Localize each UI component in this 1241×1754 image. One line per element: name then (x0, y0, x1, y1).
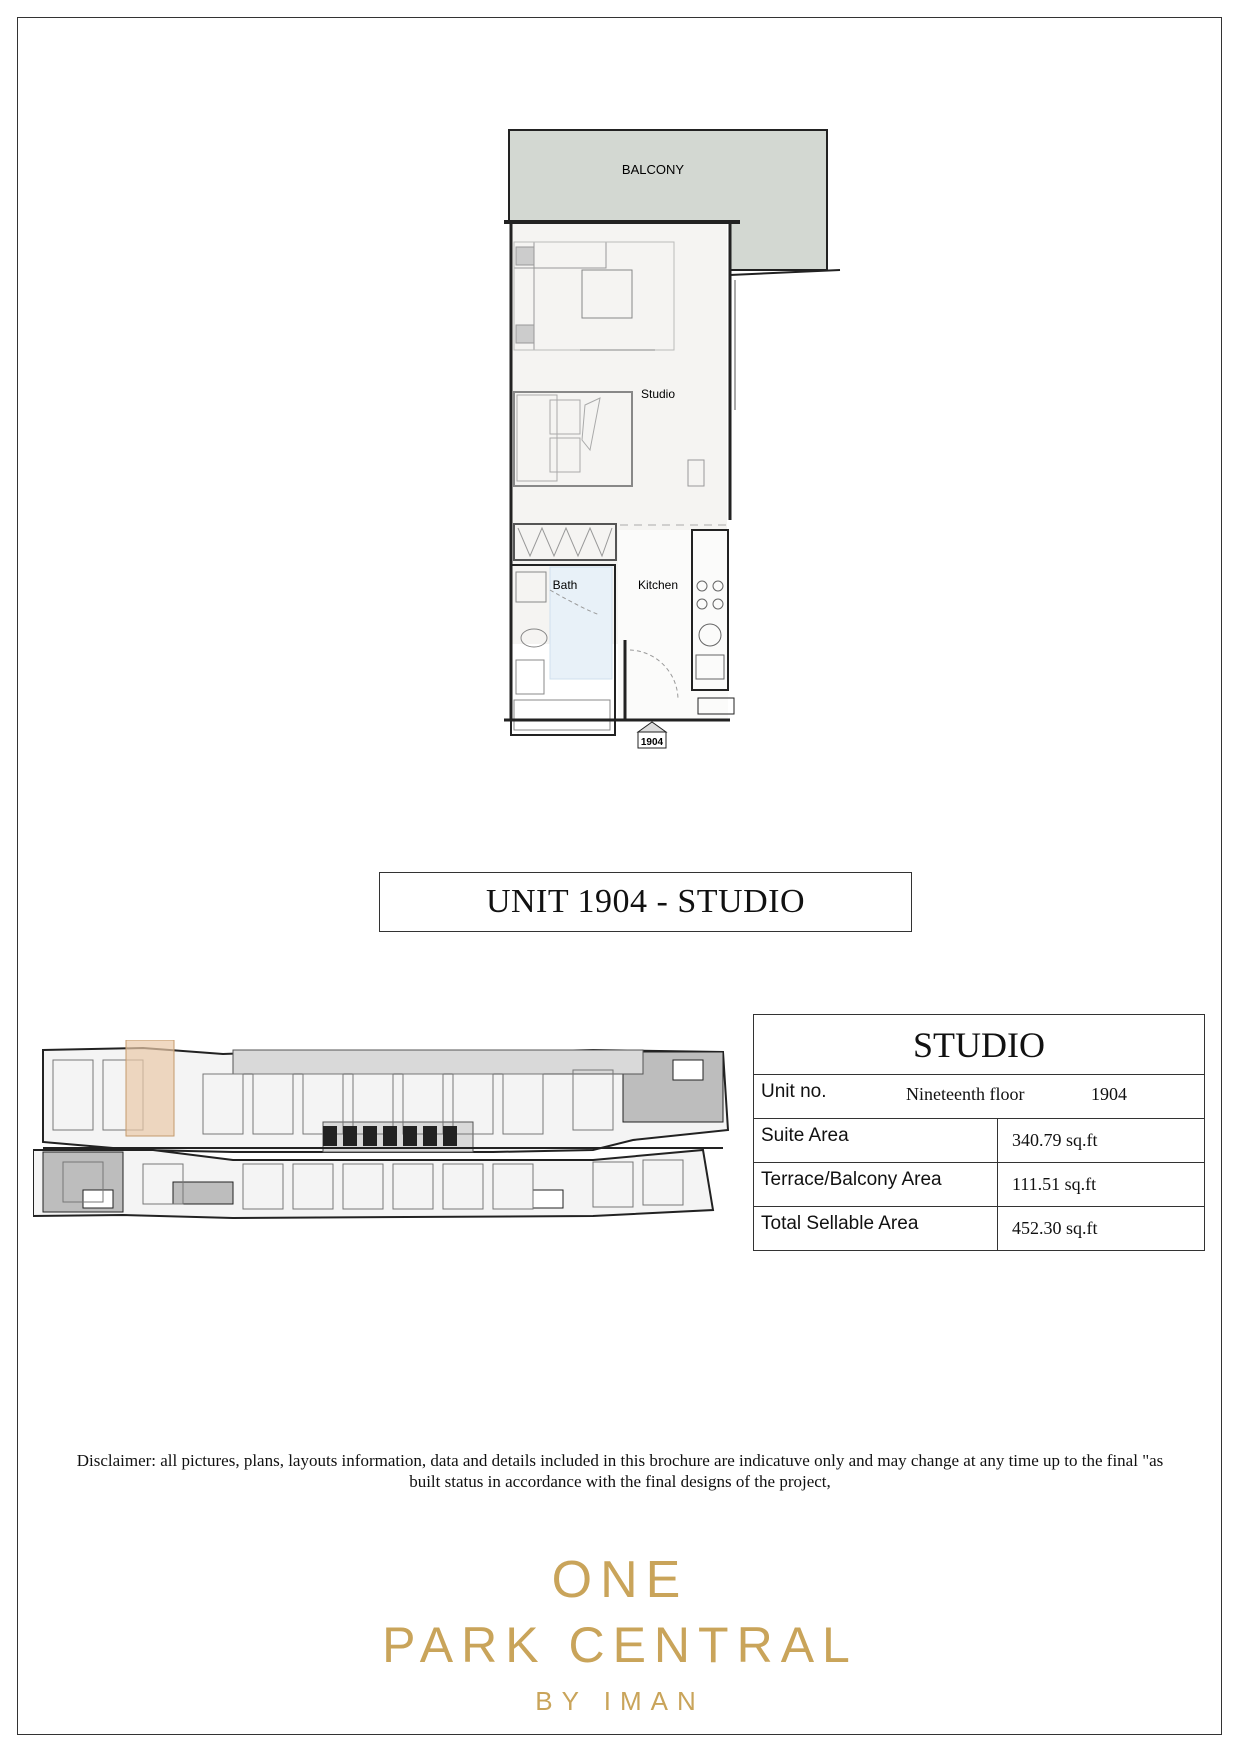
disclaimer: Disclaimer: all pictures, plans, layouts information, data and details included in this brochure are indicatuve only and may change at any time up to the final "as built status in accordance with the final designs of the project, (76, 1451, 1164, 1491)
brand-logo (340, 1520, 900, 1717)
spec-header: STUDIO (754, 1015, 1204, 1075)
total-area-value: 452.30 sq.ft (1012, 1218, 1098, 1238)
logo-line-by-iman: BY IMAN (535, 1686, 705, 1716)
suite-area-value: 340.79 sq.ft (1012, 1130, 1098, 1150)
spec-table (753, 1014, 1205, 1251)
floor-value: Nineteenth floor (906, 1084, 1025, 1104)
unit-highlight (126, 1040, 174, 1136)
unit-no-value: 1904 (1091, 1084, 1127, 1104)
unit-tag: 1904 (640, 737, 664, 748)
kitchen-label: Kitchen (637, 578, 679, 592)
balcony-area-label: Terrace/Balcony Area (761, 1169, 942, 1190)
unit-title: UNIT 1904 - STUDIO (379, 872, 912, 932)
unit-no-row (754, 1075, 1204, 1119)
bath-label: Bath (552, 578, 578, 592)
studio-label: Studio (640, 387, 676, 401)
balcony-area-row (754, 1163, 1204, 1207)
kitchen-area (618, 530, 728, 720)
balcony-label: BALCONY (621, 162, 685, 177)
total-area-row (754, 1207, 1204, 1251)
total-area-label: Total Sellable Area (761, 1213, 919, 1234)
suite-area-label: Suite Area (761, 1125, 849, 1146)
balcony-area-value: 111.51 sq.ft (1012, 1174, 1097, 1194)
key-floor-plan (33, 1040, 733, 1220)
unit-no-label: Unit no. (761, 1081, 827, 1102)
logo-line-one: ONE (551, 1551, 689, 1609)
suite-area-row (754, 1119, 1204, 1163)
unit-floor-plan (490, 120, 850, 770)
logo-line-park-central: PARK CENTRAL (382, 1617, 858, 1673)
